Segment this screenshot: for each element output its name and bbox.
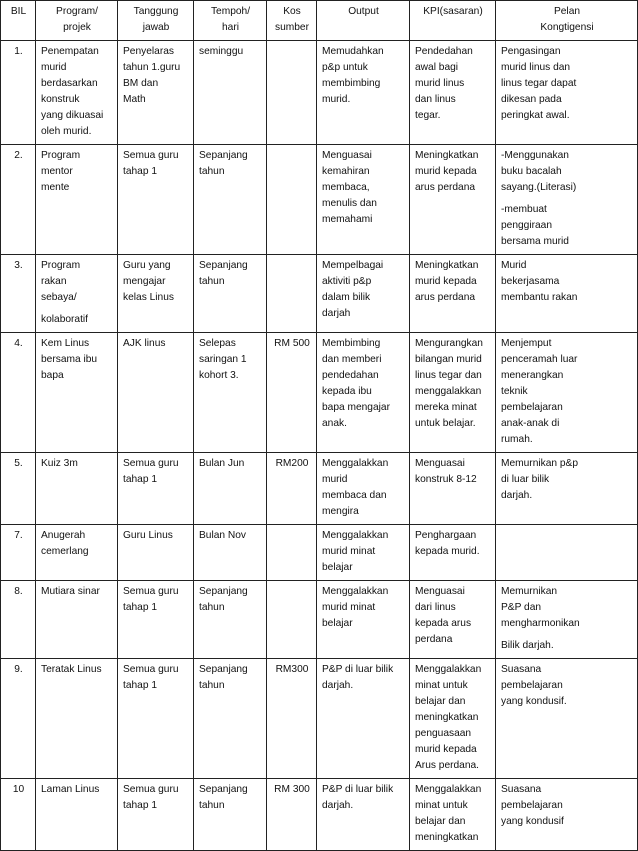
cell-tanggung-jawab — [118, 453, 194, 525]
cell-text-line: Suasana — [501, 664, 542, 675]
cell-kos — [267, 41, 317, 145]
cell-text-line: Anugerah — [41, 530, 86, 541]
cell-text-line: seminggu — [199, 46, 244, 57]
cell-text-line: Memudahkan — [322, 46, 384, 57]
cell-text-line: menulis dan — [322, 198, 377, 209]
cell-output — [317, 525, 410, 581]
cell-tempoh — [194, 41, 267, 145]
cell-text-line: buku bacalah — [501, 166, 562, 177]
cell-text: 1. — [14, 46, 23, 57]
cell-tanggung-jawab — [118, 41, 194, 145]
cell-text-line: murid — [322, 474, 348, 485]
cell-pelan — [496, 659, 638, 779]
cell-tempoh — [194, 453, 267, 525]
cell-pelan — [496, 453, 638, 525]
table-row — [1, 525, 638, 581]
cell-program — [36, 453, 118, 525]
cell-text-line: Teratak Linus — [41, 664, 102, 675]
cell-text-line: bapa — [41, 370, 64, 381]
cell-text-line: Penempatan — [41, 46, 99, 57]
cell-text-line: p&p untuk — [322, 62, 368, 73]
cell-text-line: pendedahan — [322, 370, 379, 381]
cell-kpi — [410, 525, 496, 581]
cell-text-line: Semua guru — [123, 458, 179, 469]
cell-text-line: Program — [41, 150, 81, 161]
cell-text-line: tahap 1 — [123, 166, 157, 177]
table-row — [1, 453, 638, 525]
cell-text-line: Pengasingan — [501, 46, 561, 57]
cell-text-line: Menguasai — [415, 458, 465, 469]
cell-bil — [1, 333, 36, 453]
cell-text-line: Selepas — [199, 338, 236, 349]
cell-text-line: membantu rakan — [501, 292, 578, 303]
table-row — [1, 255, 638, 333]
cell-text: 2. — [14, 150, 23, 161]
cell-text-line: Sepanjang — [199, 664, 248, 675]
cell-text-line: darjah. — [322, 680, 354, 691]
cell-text-line: tahun 1.guru — [123, 62, 181, 73]
cell-text-line: dikesan pada — [501, 94, 562, 105]
table-row — [1, 145, 638, 255]
cell-kpi — [410, 779, 496, 851]
cell-text-line: tahun — [199, 680, 225, 691]
table-row — [1, 41, 638, 145]
cell-text-line: kelas Linus — [123, 292, 174, 303]
cell-text-line: Pendedahan — [415, 46, 473, 57]
cell-output — [317, 659, 410, 779]
cell-kos — [267, 333, 317, 453]
cell-text-line: mengira — [322, 506, 359, 517]
cell-text-line: sebaya/ — [41, 292, 77, 303]
cell-text-line: anak-anak di — [501, 418, 560, 429]
cell-bil — [1, 581, 36, 659]
cell-text-line: Guru yang — [123, 260, 171, 271]
cell-text-line: bilangan murid — [415, 354, 482, 365]
header-bil: BIL — [1, 1, 36, 41]
cell-text-line: murid minat — [322, 546, 376, 557]
cell-tempoh — [194, 145, 267, 255]
cell-pelan — [496, 525, 638, 581]
header-kpi: KPI(sasaran) — [410, 1, 496, 41]
cell-text-line: Bulan Jun — [199, 458, 245, 469]
cell-text-line: meningkatkan — [415, 712, 479, 723]
cell-kpi — [410, 453, 496, 525]
cell-kos — [267, 145, 317, 255]
cell-text-line: belajar dan — [415, 696, 466, 707]
cell-kos — [267, 255, 317, 333]
cell-kpi — [410, 333, 496, 453]
cell-pelan — [496, 779, 638, 851]
cell-tempoh — [194, 525, 267, 581]
table-header-row — [1, 1, 638, 41]
cell-text-line: Math — [123, 94, 146, 105]
cell-text-line: mereka minat — [415, 402, 477, 413]
table-row — [1, 779, 638, 851]
cell-text-line: kolaboratif — [41, 314, 89, 325]
cell-text-line: -membuat — [501, 204, 547, 215]
cell-text-line: bekerjasama — [501, 276, 560, 287]
cell-text-line: kepada murid. — [415, 546, 480, 557]
header-output: Output — [317, 1, 410, 41]
cell-text-line: Mengurangkan — [415, 338, 483, 349]
cell-text-line: AJK linus — [123, 338, 166, 349]
cell-text-line: P&P dan — [501, 602, 542, 613]
cell-text-line: mengajar — [123, 276, 166, 287]
cell-bil — [1, 525, 36, 581]
cell-pelan — [496, 333, 638, 453]
cell-bil — [1, 453, 36, 525]
cell-text-line: tahap 1 — [123, 474, 157, 485]
cell-text-line: awal bagi — [415, 62, 459, 73]
cell-text-line: membaca dan — [322, 490, 387, 501]
cell-text: 7. — [14, 530, 23, 541]
table-row — [1, 581, 638, 659]
cell-text-line: Menggalakkan — [415, 664, 482, 675]
cell-text-line: untuk belajar. — [415, 418, 476, 429]
cell-text-line: cemerlang — [41, 546, 89, 557]
cell-text-line: kemahiran — [322, 166, 370, 177]
cell-text: 8. — [14, 586, 23, 597]
cell-text-line: tahun — [199, 166, 225, 177]
cell-text-line: Memurnikan — [501, 586, 558, 597]
cell-tanggung-jawab — [118, 145, 194, 255]
cell-text-line: Mempelbagai — [322, 260, 384, 271]
cell-bil — [1, 41, 36, 145]
cell-text-line: bersama murid — [501, 236, 569, 247]
cell-text-line: tahun — [199, 276, 225, 287]
cell-text-line: pembelajaran — [501, 402, 563, 413]
cell-text-line: bapa mengajar — [322, 402, 390, 413]
cell-text-line: mengharmonikan — [501, 618, 580, 629]
cell-text-line: teknik — [501, 386, 528, 397]
cell-output — [317, 581, 410, 659]
cell-text-line: dan memberi — [322, 354, 382, 365]
cell-text-line: arus perdana — [415, 292, 476, 303]
cell-text-line: kepada arus — [415, 618, 472, 629]
cell-text-line: Sepanjang — [199, 784, 248, 795]
cell-text-line: anak. — [322, 418, 347, 429]
cell-text-line: Laman Linus — [41, 784, 100, 795]
cell-program — [36, 41, 118, 145]
cell-tempoh — [194, 581, 267, 659]
cell-text: RM 300 — [274, 784, 310, 795]
cell-text: RM300 — [275, 664, 309, 675]
cell-text-line: P&P di luar bilik — [322, 784, 394, 795]
cell-text-line: murid. — [322, 94, 351, 105]
cell-text-line: rumah. — [501, 434, 533, 445]
cell-text-line: Semua guru — [123, 784, 179, 795]
cell-text-line: menerangkan — [501, 370, 564, 381]
cell-program — [36, 333, 118, 453]
cell-text-line: penggiraan — [501, 220, 552, 231]
cell-text-line: linus tegar dapat — [501, 78, 577, 89]
cell-text-line: linus tegar dan — [415, 370, 482, 381]
cell-output — [317, 779, 410, 851]
cell-text-line: Penghargaan — [415, 530, 477, 541]
cell-text-line: belajar dan — [415, 816, 466, 827]
cell-text-line: membaca, — [322, 182, 370, 193]
cell-kos — [267, 525, 317, 581]
cell-kos — [267, 453, 317, 525]
cell-text-line: dan linus — [415, 94, 456, 105]
cell-output — [317, 41, 410, 145]
cell-text-line: darjah. — [322, 800, 354, 811]
cell-text-line: murid kepada — [415, 276, 477, 287]
table-row — [1, 333, 638, 453]
cell-text-line: Menggalakkan — [322, 530, 389, 541]
cell-text-line: perdana — [415, 634, 453, 645]
cell-tempoh — [194, 659, 267, 779]
cell-text: RM 500 — [274, 338, 310, 349]
cell-text-line: belajar — [322, 562, 353, 573]
cell-text-line: murid — [41, 62, 67, 73]
cell-text-line: oleh murid. — [41, 126, 92, 137]
cell-text-line: tahun — [199, 800, 225, 811]
cell-text-line: konstruk 8-12 — [415, 474, 477, 485]
cell-kos — [267, 779, 317, 851]
cell-text-line: mentor — [41, 166, 73, 177]
cell-text-line: yang dikuasai — [41, 110, 104, 121]
cell-text: 9. — [14, 664, 23, 675]
cell-text-line: sayang.(Literasi) — [501, 182, 577, 193]
cell-text-line: Sepanjang — [199, 260, 248, 271]
cell-text-line: Suasana — [501, 784, 542, 795]
cell-program — [36, 145, 118, 255]
cell-text: 3. — [14, 260, 23, 271]
cell-text-line: Membimbing — [322, 338, 381, 349]
header-pelan: Pelan Kongtigensi — [496, 1, 638, 41]
cell-output — [317, 453, 410, 525]
cell-text-line: tahun — [199, 602, 225, 613]
cell-text-line: Memurnikan p&p — [501, 458, 579, 469]
cell-text: RM200 — [275, 458, 309, 469]
cell-text-line: Semua guru — [123, 150, 179, 161]
cell-text-line: Program — [41, 260, 81, 271]
cell-text-line: konstruk — [41, 94, 80, 105]
cell-text-line: berdasarkan — [41, 78, 98, 89]
cell-text-line: arus perdana — [415, 182, 476, 193]
cell-text-line: Bilik darjah. — [501, 640, 554, 651]
cell-kos — [267, 581, 317, 659]
cell-text-line: Meningkatkan — [415, 260, 479, 271]
cell-output — [317, 255, 410, 333]
cell-text-line: minat untuk — [415, 680, 468, 691]
table-body — [1, 41, 638, 851]
cell-text-line: Sepanjang — [199, 586, 248, 597]
cell-text-line: BM dan — [123, 78, 159, 89]
cell-text-line: belajar — [322, 618, 353, 629]
cell-text-line: Arus perdana. — [415, 760, 479, 771]
cell-bil — [1, 255, 36, 333]
cell-text-line: -Menggunakan — [501, 150, 569, 161]
cell-text-line: tahap 1 — [123, 800, 157, 811]
cell-text-line: tahap 1 — [123, 602, 157, 613]
cell-tanggung-jawab — [118, 659, 194, 779]
cell-text-line: aktiviti p&p — [322, 276, 372, 287]
cell-text-line: dari linus — [415, 602, 456, 613]
cell-kpi — [410, 581, 496, 659]
cell-kpi — [410, 145, 496, 255]
cell-tempoh — [194, 333, 267, 453]
header-kos: Kos sumber — [267, 1, 317, 41]
cell-text-line: murid minat — [322, 602, 376, 613]
cell-text-line: meningkatkan — [415, 832, 479, 843]
cell-text-line: yang kondusif — [501, 816, 564, 827]
cell-output — [317, 333, 410, 453]
cell-text-line: Mutiara sinar — [41, 586, 100, 597]
cell-program — [36, 659, 118, 779]
cell-pelan — [496, 41, 638, 145]
cell-kpi — [410, 255, 496, 333]
cell-program — [36, 525, 118, 581]
cell-program — [36, 581, 118, 659]
cell-text-line: Menjemput — [501, 338, 552, 349]
cell-text: 5. — [14, 458, 23, 469]
cell-bil — [1, 779, 36, 851]
cell-text-line: rakan — [41, 276, 67, 287]
cell-text-line: murid linus dan — [501, 62, 571, 73]
cell-tanggung-jawab — [118, 255, 194, 333]
cell-text-line: Sepanjang — [199, 150, 248, 161]
cell-pelan — [496, 581, 638, 659]
cell-tempoh — [194, 779, 267, 851]
cell-text-line: yang kondusif. — [501, 696, 567, 707]
cell-text-line: Menggalakkan — [415, 784, 482, 795]
cell-text-line: Penyelaras — [123, 46, 174, 57]
cell-text-line: minat untuk — [415, 800, 468, 811]
cell-output — [317, 145, 410, 255]
cell-text-line: dalam bilik — [322, 292, 371, 303]
cell-text-line: penguasaan — [415, 728, 472, 739]
cell-tanggung-jawab — [118, 333, 194, 453]
cell-text-line: Menguasai — [322, 150, 372, 161]
cell-text-line: Menggalakkan — [322, 586, 389, 597]
header-tempoh: Tempoh/ hari — [194, 1, 267, 41]
cell-tanggung-jawab — [118, 779, 194, 851]
cell-text-line: mente — [41, 182, 70, 193]
cell-text-line: pembelajaran — [501, 680, 563, 691]
header-tanggung-jawab: Tanggung jawab — [118, 1, 194, 41]
cell-text-line: kohort 3. — [199, 370, 239, 381]
cell-text-line: membimbing — [322, 78, 381, 89]
cell-text-line: Semua guru — [123, 586, 179, 597]
cell-tempoh — [194, 255, 267, 333]
cell-text-line: Bulan Nov — [199, 530, 247, 541]
cell-kpi — [410, 41, 496, 145]
cell-text-line: peringkat awal. — [501, 110, 570, 121]
cell-text-line: murid kepada — [415, 744, 477, 755]
cell-text-line: Semua guru — [123, 664, 179, 675]
cell-text-line: darjah — [322, 308, 351, 319]
cell-pelan — [496, 255, 638, 333]
cell-program — [36, 779, 118, 851]
cell-text-line: memahami — [322, 214, 373, 225]
cell-text-line: darjah. — [501, 490, 533, 501]
cell-kpi — [410, 659, 496, 779]
cell-text-line: murid linus — [415, 78, 465, 89]
cell-text-line: Meningkatkan — [415, 150, 479, 161]
cell-text-line: P&P di luar bilik — [322, 664, 394, 675]
cell-bil — [1, 145, 36, 255]
cell-text-line: bersama ibu — [41, 354, 98, 365]
cell-text-line: tahap 1 — [123, 680, 157, 691]
cell-text-line: Murid — [501, 260, 527, 271]
cell-text-line: menggalakkan — [415, 386, 482, 397]
cell-text-line: Kem Linus — [41, 338, 90, 349]
cell-bil — [1, 659, 36, 779]
table-row — [1, 659, 638, 779]
cell-text: 4. — [14, 338, 23, 349]
cell-program — [36, 255, 118, 333]
cell-kos — [267, 659, 317, 779]
cell-text-line: di luar bilik — [501, 474, 550, 485]
cell-tanggung-jawab — [118, 581, 194, 659]
cell-text: 10 — [12, 784, 25, 795]
cell-text-line: tegar. — [415, 110, 441, 121]
cell-text-line: Menggalakkan — [322, 458, 389, 469]
cell-text-line: penceramah luar — [501, 354, 578, 365]
cell-pelan — [496, 145, 638, 255]
cell-text-line: Guru Linus — [123, 530, 173, 541]
cell-text-line: saringan 1 — [199, 354, 247, 365]
cell-text-line: kepada ibu — [322, 386, 372, 397]
cell-text-line: pembelajaran — [501, 800, 563, 811]
cell-text-line: murid kepada — [415, 166, 477, 177]
cell-tanggung-jawab — [118, 525, 194, 581]
cell-text-line: Menguasai — [415, 586, 465, 597]
header-program: Program/ projek — [36, 1, 118, 41]
cell-text-line: Kuiz 3m — [41, 458, 78, 469]
